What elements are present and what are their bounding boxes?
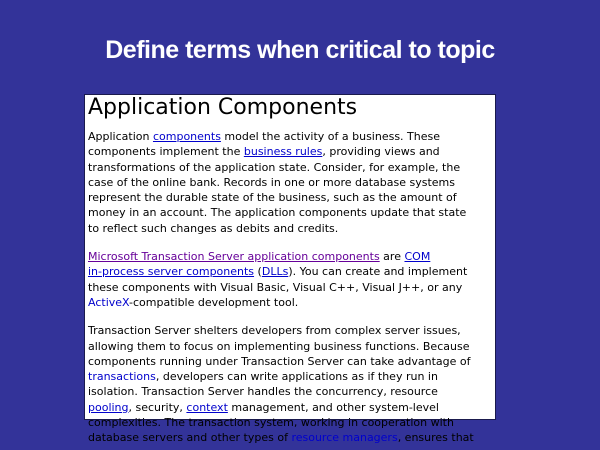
paragraph-application-components <box>88 129 495 236</box>
paragraph-transaction-server <box>88 323 495 445</box>
text: are <box>379 250 405 264</box>
text: database servers and other types of <box>88 431 292 445</box>
text: , developers can write applications as if they run in <box>155 370 438 384</box>
text: Application <box>88 130 153 143</box>
text: components implement the <box>88 145 244 159</box>
slide-title: Define terms when critical to topic <box>105 36 495 64</box>
link-mts-application-components[interactable]: Microsoft Transaction Server application components <box>88 250 380 264</box>
link-in-process-server-components[interactable]: in-process server components <box>88 265 255 279</box>
document-heading: Application Components <box>88 95 358 120</box>
text: model the activity of a business. These <box>220 130 441 143</box>
paragraph-line <box>88 264 495 279</box>
paragraph-line: money in an account. The application components update that state <box>88 206 467 220</box>
paragraph-line <box>88 249 495 264</box>
paragraph-line: case of the online bank. Records in one or more database systems <box>88 175 455 189</box>
text: ( <box>254 265 262 279</box>
text: , ensures that <box>397 431 474 445</box>
paragraph-line: allowing them to focus on implementing business functions. Because <box>88 339 470 353</box>
link-activex[interactable]: ActiveX <box>88 295 130 309</box>
link-dlls[interactable]: DLLs <box>261 265 289 279</box>
paragraph-line <box>88 129 495 144</box>
link-components[interactable]: components <box>152 130 221 143</box>
document-panel <box>84 94 496 445</box>
paragraph-line: components running under Transaction Server can take advantage of <box>88 354 471 368</box>
text: , providing views and <box>322 145 440 159</box>
paragraph-line: these components with Visual Basic, Visual C++, Visual J++, or any <box>88 280 463 294</box>
text: , security, <box>128 400 187 414</box>
paragraph-line <box>88 430 495 445</box>
link-business-rules[interactable]: business rules <box>243 145 323 159</box>
paragraph-line: complexities. The transaction system, working in cooperation with <box>88 416 454 430</box>
paragraph-line: Transaction Server shelters developers from complex server issues, <box>88 324 461 338</box>
paragraph-mts-components <box>88 249 495 310</box>
link-context[interactable]: context <box>186 400 228 414</box>
paragraph-line <box>88 369 495 384</box>
paragraph-line: represent the durable state of the business, such as the amount of <box>88 191 457 205</box>
link-pooling[interactable]: pooling <box>88 400 129 414</box>
paragraph-line: isolation. Transaction Server handles the concurrency, resource <box>88 385 438 399</box>
paragraph-line <box>88 295 495 310</box>
text: ). You can create and implement <box>288 265 468 279</box>
link-resource-managers[interactable]: resource managers <box>291 431 398 445</box>
link-transactions[interactable]: transactions <box>88 370 156 384</box>
link-com[interactable]: COM <box>404 250 431 264</box>
paragraph-line <box>88 144 495 159</box>
paragraph-line: to reflect such changes as debits and credits. <box>88 221 339 235</box>
paragraph-line <box>88 400 495 415</box>
text: management, and other system-level <box>227 400 439 414</box>
paragraph-line: transformations of the application state. Consider, for example, the <box>88 160 461 174</box>
text: -compatible development tool. <box>129 295 299 309</box>
